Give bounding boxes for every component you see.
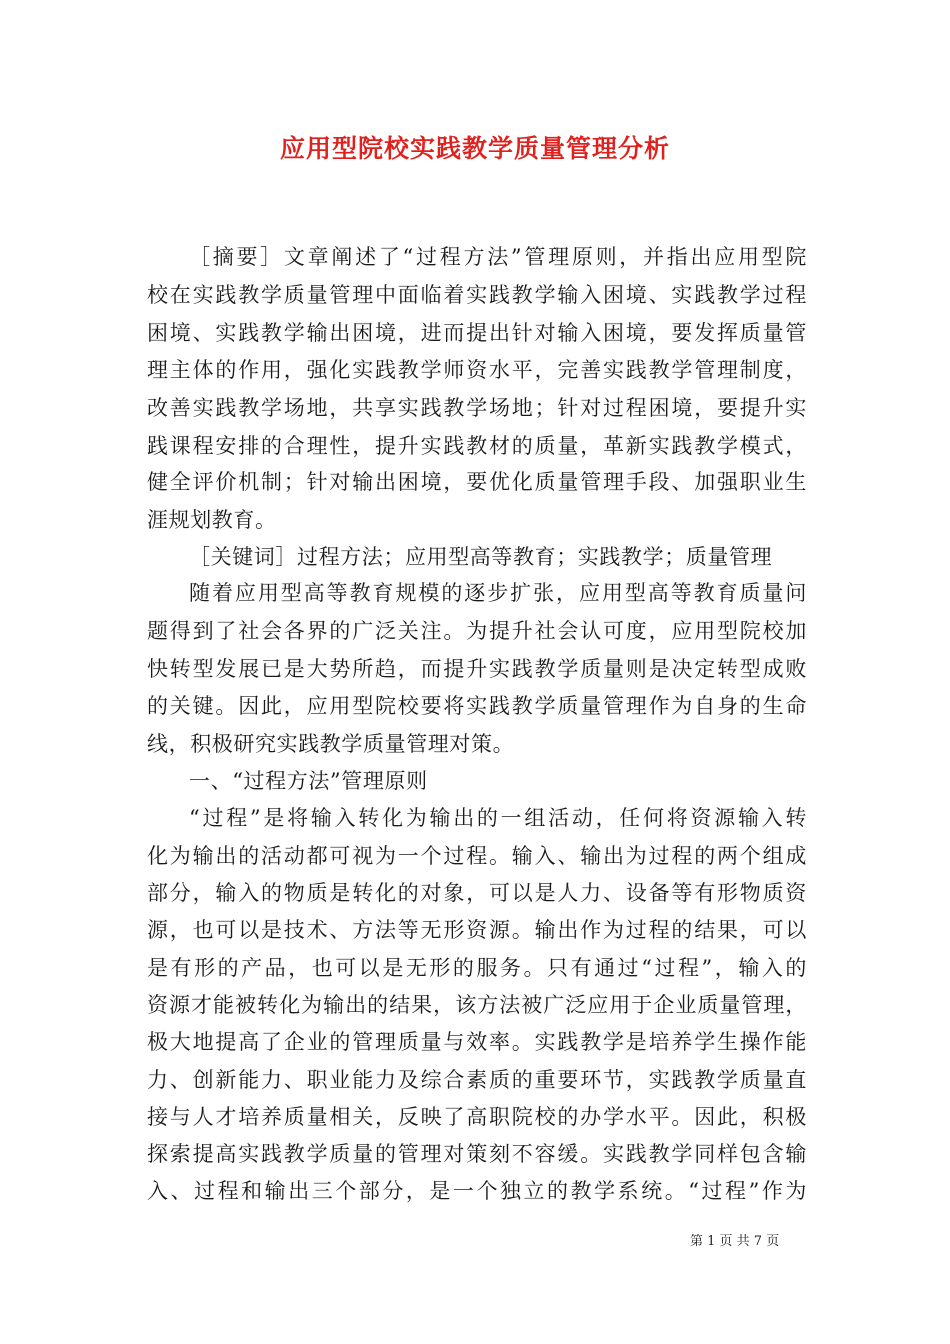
intro-line-4: 的关键。因此，应用型院校要将实践教学质量管理作为自身的生命 (147, 694, 807, 718)
body-line-9: 接与人才培养质量相关，反映了高职院校的办学水平。因此，积极 (147, 1105, 807, 1129)
abstract-line-6: 践课程安排的合理性，提升实践教材的质量，革新实践教学模式， (147, 434, 807, 458)
body-line-8: 力、创新能力、职业能力及综合素质的重要环节，实践教学质量直 (147, 1068, 807, 1092)
abstract-line-4: 理主体的作用，强化实践教学师资水平，完善实践教学管理制度， (147, 358, 807, 382)
body-line-7: 极大地提高了企业的管理质量与效率。实践教学是培养学生操作能 (147, 1030, 807, 1054)
body-line-6: 资源才能被转化为输出的结果，该方法被广泛应用于企业质量管理， (147, 993, 807, 1017)
page-number: 第 1 页 共 7 页 (690, 1234, 780, 1249)
body-line-11: 入、过程和输出三个部分，是一个独立的教学系统。“过程”作为 (147, 1179, 807, 1203)
abstract-line-8: 涯规划教育。 (147, 508, 277, 532)
body-line-1: “过程”是将输入转化为输出的一组活动，任何将资源输入转 (189, 806, 807, 830)
abstract-line-3: 困境、实践教学输出困境，进而提出针对输入困境，要发挥质量管 (147, 321, 807, 345)
intro-line-5: 线，积极研究实践教学质量管理对策。 (147, 732, 515, 756)
intro-line-3: 快转型发展已是大势所趋，而提升实践教学质量则是决定转型成败 (147, 657, 807, 681)
body-line-4: 源，也可以是技术、方法等无形资源。输出作为过程的结果，可以 (147, 918, 807, 942)
body-line-2: 化为输出的活动都可视为一个过程。输入、输出为过程的两个组成 (147, 844, 807, 868)
intro-line-2: 题得到了社会各界的广泛关注。为提升社会认可度，应用型院校加 (147, 619, 807, 643)
body-line-10: 探索提高实践教学质量的管理对策刻不容缓。实践教学同样包含输 (147, 1142, 807, 1166)
intro-line-1: 随着应用型高等教育规模的逐步扩张，应用型高等教育质量问 (189, 581, 807, 605)
body-line-5: 是有形的产品，也可以是无形的服务。只有通过“过程”，输入的 (147, 956, 807, 980)
abstract-line-7: 健全评价机制；针对输出困境，要优化质量管理手段、加强职业生 (147, 470, 807, 494)
abstract-line-2: 校在实践教学质量管理中面临着实践教学输入困境、实践教学过程 (147, 283, 807, 307)
abstract-line-1: ［摘要］文章阐述了“过程方法”管理原则，并指出应用型院 (189, 245, 807, 269)
section-heading-1: 一、“过程方法”管理原则 (189, 769, 428, 793)
document-title: 应用型院校实践教学质量管理分析 (279, 134, 670, 163)
body-line-3: 部分，输入的物质是转化的对象，可以是人力、设备等有形物质资 (147, 881, 807, 905)
abstract-line-5: 改善实践教学场地，共享实践教学场地；针对过程困境，要提升实 (147, 396, 807, 420)
keywords-line: ［关键词］过程方法；应用型高等教育；实践教学；质量管理 (189, 545, 773, 569)
